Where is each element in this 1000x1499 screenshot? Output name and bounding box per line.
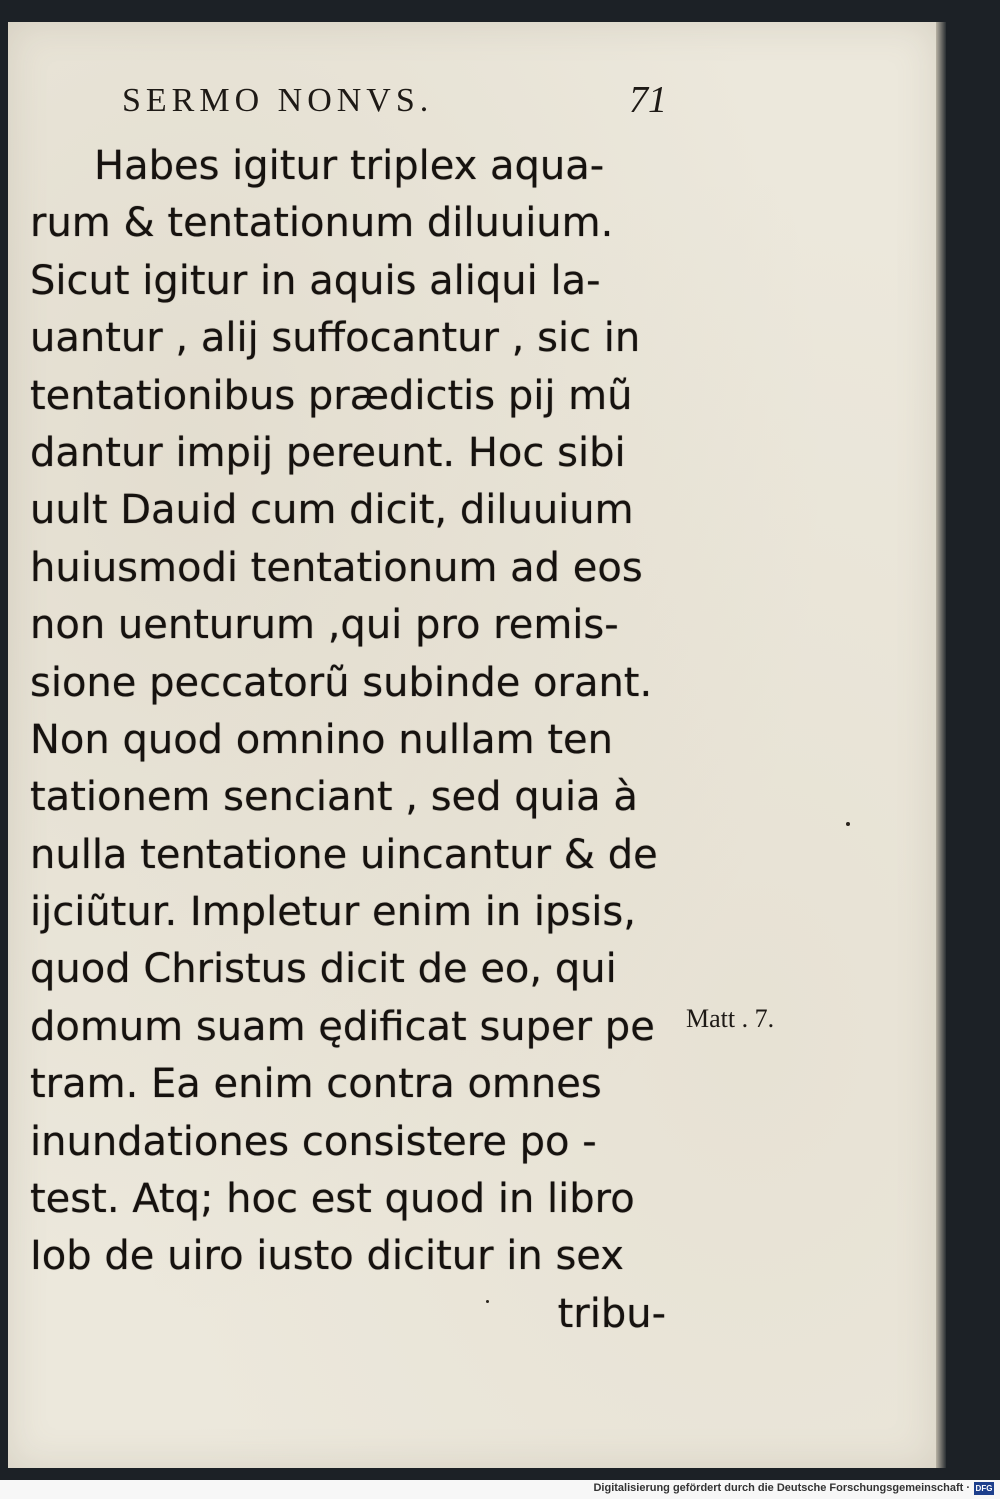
- running-title: SERMO NONVS.: [122, 82, 434, 119]
- text-line: nulla tentatione uincantur & de: [30, 831, 658, 878]
- page-number: 71: [629, 79, 667, 121]
- text-line: non uenturum ,qui pro remis-: [30, 602, 619, 649]
- text-line: tationem senciant , sed quia à: [30, 774, 638, 821]
- text-line: tentationibus prædictis pij mũ: [30, 372, 633, 419]
- text-line: inundationes consistere po -: [30, 1118, 597, 1165]
- ink-speck: [846, 822, 850, 826]
- text-line: uult Dauid cum dicit, diluuium: [30, 487, 634, 534]
- funding-credit: Digitalisierung gefördert durch die Deutsche Forschungsgemeinschaft ·: [593, 1482, 970, 1494]
- footer-bar: [0, 1480, 1000, 1499]
- page-header: [122, 78, 667, 130]
- dfg-logo: DFG: [975, 1484, 993, 1493]
- marginal-reference: Matt . 7.: [686, 1004, 775, 1033]
- text-line: ijciũtur. Impletur enim in ipsis,: [30, 889, 636, 936]
- page-edge: [936, 22, 946, 1468]
- text-line: rum & tentationum diluuium.: [30, 200, 614, 247]
- text-line: tram. Ea enim contra omnes: [30, 1061, 602, 1108]
- text-line: Non quod omnino nullam ten: [30, 716, 613, 763]
- text-line: domum suam ędificat super pe: [30, 1003, 655, 1050]
- text-line: uantur , alij suffocantur , sic in: [30, 315, 641, 362]
- text-line: Habes igitur triplex aqua-: [94, 143, 605, 189]
- text-line: test. Atq; hoc est quod in libro: [30, 1176, 635, 1223]
- text-line: quod Christus dicit de eo, qui: [30, 946, 617, 993]
- text-line: dantur impij pereunt. Hoc sibi: [30, 429, 626, 476]
- text-line: Sicut igitur in aquis aliqui la-: [30, 257, 601, 304]
- text-line: sione peccatorũ subinde orant.: [30, 659, 653, 706]
- catchword: tribu-: [557, 1290, 666, 1337]
- text-line: huiusmodi tentationum ad eos: [30, 544, 643, 591]
- text-line: Iob de uiro iusto dicitur in sex: [30, 1233, 624, 1280]
- body-text: [30, 138, 670, 1343]
